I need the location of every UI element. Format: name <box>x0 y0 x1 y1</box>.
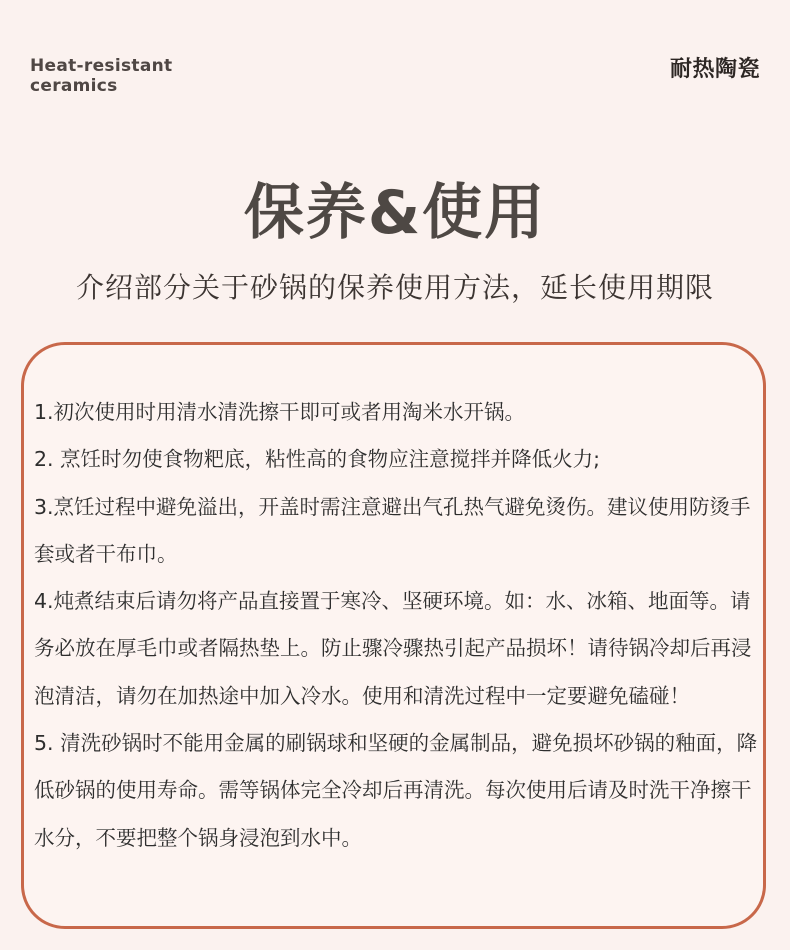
brand-chinese: 耐热陶瓷 <box>669 57 760 82</box>
page-subtitle: 介绍部分关于砂锅的保养使用方法，延长使用期限 <box>75 271 714 304</box>
brand-english-line-1: Heat-resistant <box>30 56 173 76</box>
brand-english <box>30 56 250 96</box>
care-tips-list <box>34 389 759 862</box>
care-tip-2: 2. 烹饪时勿使食物粑底，粘性高的食物应注意搅拌并降低火力; <box>34 447 600 472</box>
page-title: 保养&使用 <box>243 178 547 248</box>
care-tip-3: 3.烹饪过程中避免溢出，开盖时需注意避出气孔热气避免烫伤。建议使用防烫手套或者干布巾。 <box>34 494 751 566</box>
care-tip-5: 5. 清洗砂锅时不能用金属的刷锅球和坚硬的金属制品，避免损坏砂锅的釉面，降低砂锅的使用寿命。需等锅体完全冷却后再清洗。每次使用后请及时洗干净擦干水分，不要把整个锅身浸泡到水中。 <box>34 731 758 850</box>
brand-english-line-2: ceramics <box>30 76 118 96</box>
care-instructions-card <box>21 342 766 929</box>
care-tip-4: 4.炖煮结束后请勿将产品直接置于寒冷、坚硬环境。如：水、冰箱、地面等。请务必放在厚毛巾或者隔热垫上。防止骤冷骤热引起产品损坏！请待锅冷却后再浸泡清洁，请勿在加热途中加入冷水。使用和清洗过程中一定要避免磕碰！ <box>34 589 752 708</box>
care-tip-1: 1.初次使用时用清水清洗擦干即可或者用淘米水开锅。 <box>34 400 526 424</box>
